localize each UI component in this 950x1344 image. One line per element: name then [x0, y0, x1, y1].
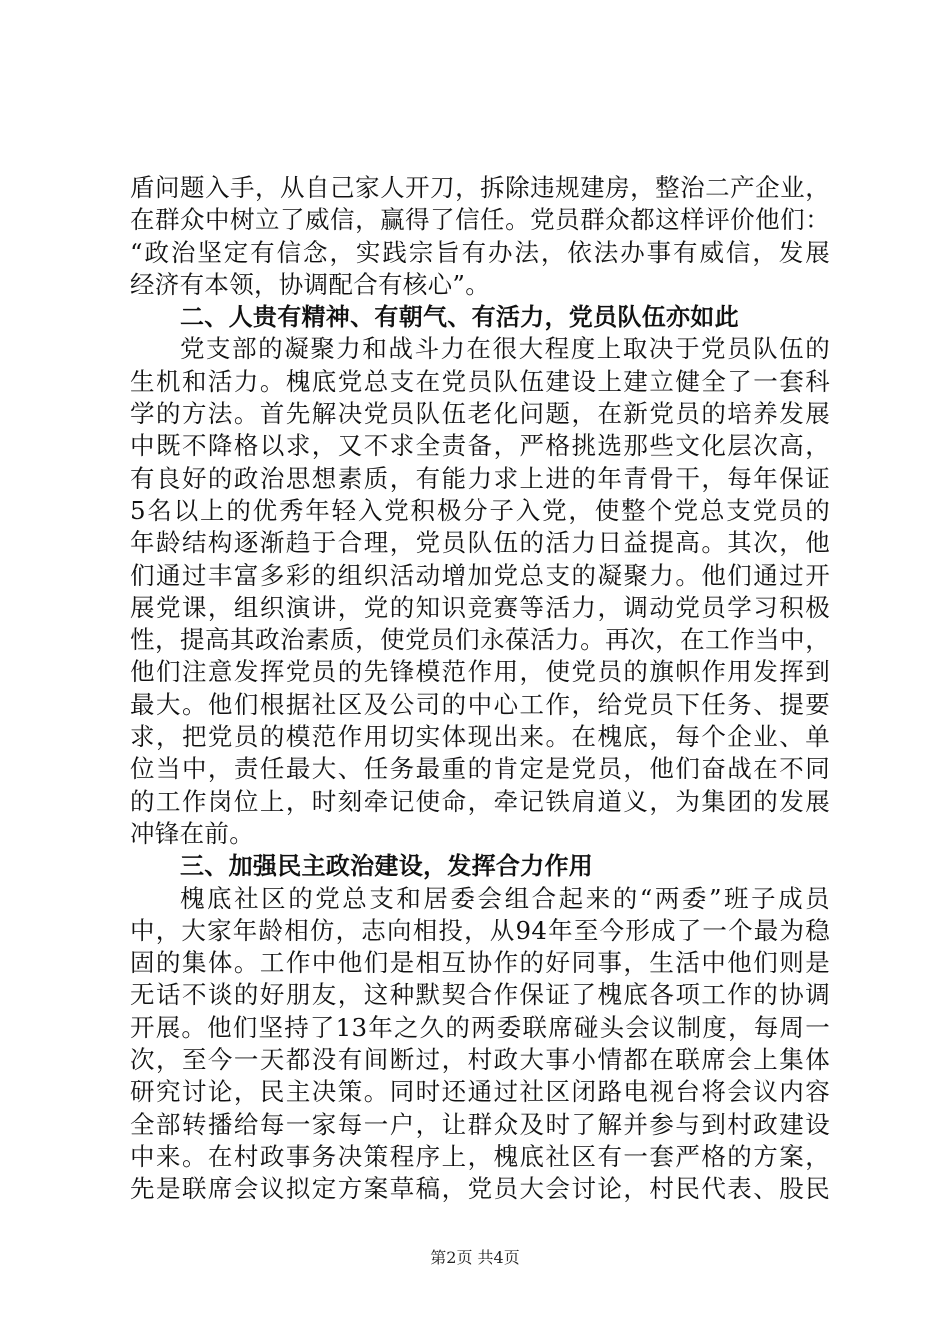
paragraph-line: 生机和活力。槐底党总支在党员队伍建设上建立健全了一套科 — [130, 366, 830, 396]
paragraph-line: 最大。他们根据社区及公司的中心工作，给党员下任务、提要 — [130, 689, 830, 719]
paragraph-line: 在群众中树立了威信，赢得了信任。党员群众都这样评价他们： — [130, 205, 830, 235]
paragraph-line: 年龄结构逐渐趋于合理，党员队伍的活力日益提高。其次，他 — [130, 528, 830, 558]
paragraph-line: 经济有本领，协调配合有核心”。 — [130, 269, 491, 299]
paragraph-line: 冲锋在前。 — [130, 818, 254, 848]
paragraph-line: 盾问题入手，从自己家人开刀，拆除违规建房，整治二产企业， — [130, 173, 830, 202]
paragraph-line: 固的集体。工作中他们是相互协作的好同事，生活中他们则是 — [130, 948, 830, 978]
paragraph-line: 中来。在村政事务决策程序上，槐底社区有一套严格的方案， — [130, 1141, 830, 1171]
paragraph-line: 性，提高其政治素质，使党员们永葆活力。再次，在工作当中， — [130, 625, 830, 655]
paragraph-line: 无话不谈的好朋友，这种默契合作保证了槐底各项工作的协调 — [130, 980, 830, 1010]
paragraph-line: 党支部的凝聚力和战斗力在很大程度上取决于党员队伍的 — [180, 334, 830, 364]
paragraph-line: 5名以上的优秀年轻入党积极分子入党，使整个党总支党员的 — [130, 495, 830, 525]
paragraph-line: 他们注意发挥党员的先锋模范作用，使党员的旗帜作用发挥到 — [130, 657, 830, 687]
paragraph-line: 次，至今一天都没有间断过，村政大事小情都在联席会上集体 — [130, 1045, 830, 1075]
paragraph-line: 中既不降格以求，又不求全责备，严格挑选那些文化层次高， — [130, 431, 830, 461]
paragraph-line: “政治坚定有信念，实践宗旨有办法，依法办事有威信，发展 — [130, 237, 830, 267]
paragraph-line: 槐底社区的党总支和居委会组合起来的“两委”班子成员 — [180, 883, 830, 913]
paragraph-line: 有良好的政治思想素质，有能力求上进的年青骨干，每年保证 — [130, 463, 830, 493]
paragraph-line: 求，把党员的模范作用切实体现出来。在槐底，每个企业、单 — [130, 722, 830, 752]
page-footer: 第2页 共4页 — [430, 1248, 520, 1267]
paragraph-line: 展党课，组织演讲，党的知识竞赛等活力，调动党员学习积极 — [130, 592, 830, 622]
section-heading: 二、人贵有精神、有朝气、有活力，党员队伍亦如此 — [180, 303, 739, 332]
paragraph-line: 们通过丰富多彩的组织活动增加党总支的凝聚力。他们通过开 — [130, 560, 830, 590]
paragraph-line: 的工作岗位上，时刻牵记使命，牵记铁肩道义，为集团的发展 — [130, 786, 830, 816]
paragraph-line: 位当中，责任最大、任务最重的肯定是党员，他们奋战在不同 — [130, 754, 830, 784]
paragraph-line: 研究讨论，民主决策。同时还通过社区闭路电视台将会议内容 — [130, 1077, 830, 1107]
paragraph-line: 全部转播给每一家每一户，让群众及时了解并参与到村政建设 — [130, 1109, 830, 1139]
paragraph-line: 先是联席会议拟定方案草稿，党员大会讨论，村民代表、股民 — [130, 1174, 830, 1204]
paragraph-line: 中，大家年龄相仿，志向相投，从94年至今形成了一个最为稳 — [130, 915, 830, 945]
document-body — [130, 172, 830, 1206]
paragraph-line: 学的方法。首先解决党员队伍老化问题，在新党员的培养发展 — [130, 399, 830, 429]
paragraph-line: 开展。他们坚持了13年之久的两委联席碰头会议制度，每周一 — [130, 1012, 830, 1042]
section-heading: 三、加强民主政治建设，发挥合力作用 — [180, 852, 594, 881]
